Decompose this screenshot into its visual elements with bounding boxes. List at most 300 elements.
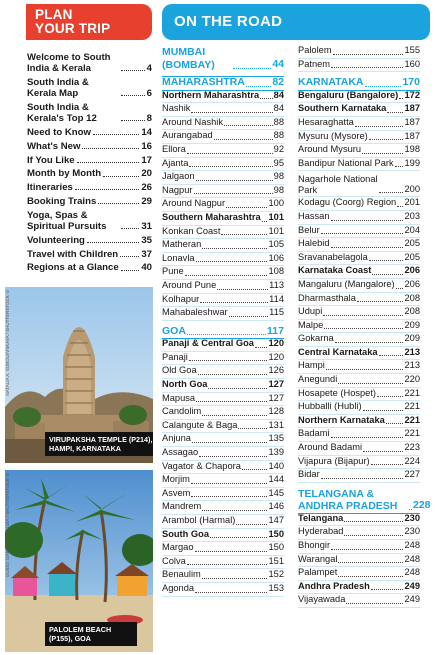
toc-entry[interactable] [298, 225, 420, 239]
plan-list-item[interactable] [27, 155, 152, 166]
leader-dots [82, 148, 139, 149]
leader-dots [396, 288, 404, 289]
toc-entry-page: 126 [268, 365, 284, 376]
leader-dots [338, 562, 403, 563]
toc-entry-label: KARNATAKA [298, 76, 364, 89]
toc-entry-label: Ajanta [162, 157, 189, 168]
toc-entry-label: MUMBAI (BOMBAY) [162, 46, 215, 71]
toc-entry-page: 140 [268, 460, 284, 471]
toc-entry-page: 106 [268, 252, 284, 263]
toc-entry[interactable] [162, 294, 284, 308]
leader-dots [121, 270, 140, 271]
toc-entry-label: Benaulim [162, 569, 201, 580]
toc-entry-page: 113 [269, 279, 284, 290]
leader-dots [355, 126, 404, 127]
plan-item-page: 35 [141, 234, 152, 246]
toc-entry[interactable] [298, 374, 420, 388]
toc-region-heading[interactable] [162, 325, 284, 339]
toc-entry[interactable] [298, 252, 420, 266]
plan-item-label: Welcome to South India & Kerala [27, 52, 111, 75]
toc-entry-label: Bidar [298, 469, 320, 480]
toc-entry[interactable] [162, 420, 284, 434]
leader-dots [357, 301, 404, 302]
leader-dots [260, 98, 273, 99]
toc-entry-page: 221 [404, 428, 420, 439]
toc-entry[interactable] [298, 554, 420, 568]
leader-dots [233, 68, 271, 69]
toc-entry-label: Kolhapur [162, 293, 200, 304]
leader-dots [224, 125, 273, 126]
toc-entry-label: Sravanabelagola [298, 251, 368, 262]
toc-entry-page: 127 [268, 392, 284, 403]
toc-section-entry[interactable] [162, 379, 284, 393]
toc-entry-label: Dharmasthala [298, 292, 356, 303]
toc-entry-page: 187 [404, 130, 420, 141]
leader-dots [331, 549, 403, 550]
toc-entry[interactable] [298, 293, 420, 307]
toc-entry-page: 248 [404, 567, 420, 578]
toc-entry-page: 92 [273, 143, 284, 154]
leader-dots [321, 233, 404, 234]
toc-entry-label: Bhongir [298, 540, 331, 550]
photo2-credit: GUIDO, GABRIELLA SALVIA / SHUTTERSTOCK © [5, 472, 10, 578]
toc-entry[interactable] [162, 488, 284, 502]
leader-dots [75, 189, 139, 190]
plan-item-label: Need to Know [27, 127, 91, 138]
plan-item-label: Booking Trains [27, 195, 97, 207]
toc-entry-label: Warangal [298, 553, 338, 564]
plan-your-trip-list [27, 52, 152, 276]
toc-entry-page: 139 [268, 447, 284, 458]
toc-entry[interactable] [298, 401, 420, 415]
toc-entry-page: 98 [273, 184, 284, 195]
leader-dots [236, 524, 267, 525]
toc-entry-page: 82 [272, 76, 284, 88]
plan-list-item[interactable] [27, 127, 152, 138]
toc-entry-page: 187 [404, 103, 420, 114]
leader-dots [202, 510, 267, 511]
toc-entry-label: Mangaluru (Mangalore) [298, 278, 395, 289]
toc-entry-page: 88 [273, 116, 284, 127]
plan-item-label: Itineraries [27, 182, 73, 194]
plan-list-item[interactable] [27, 141, 152, 152]
toc-entry-label: Asvem [162, 487, 191, 498]
toc-entry-label: Nashik [162, 103, 191, 114]
toc-entry-label: Margao [162, 542, 194, 553]
leader-dots [194, 193, 273, 194]
toc-entry[interactable] [298, 360, 420, 374]
plan-list-item[interactable] [27, 262, 152, 273]
leader-dots [185, 275, 268, 276]
toc-entry-label: Colva [162, 555, 186, 566]
leader-dots [187, 334, 266, 335]
leader-dots [191, 483, 268, 484]
leader-dots [229, 316, 269, 317]
toc-entry-page: 170 [402, 76, 420, 89]
toc-entry[interactable] [162, 253, 284, 267]
toc-entry-page: 206 [404, 265, 420, 276]
leader-dots [238, 428, 267, 429]
toc-entry[interactable] [298, 117, 420, 131]
toc-entry[interactable] [298, 144, 420, 158]
toc-entry-page: 220 [404, 374, 420, 385]
plan-list-item[interactable] [27, 182, 152, 193]
leader-dots [326, 369, 404, 370]
toc-entry-page: 151 [268, 555, 284, 566]
toc-entry-page: 206 [404, 278, 420, 289]
toc-entry[interactable] [298, 158, 420, 172]
toc-entry-page: 160 [404, 58, 420, 69]
toc-entry-page: 105 [268, 239, 284, 250]
toc-section-entry[interactable] [298, 513, 420, 527]
toc-entry[interactable] [162, 130, 284, 144]
toc-region-heading[interactable] [298, 76, 420, 90]
toc-entry-label: Konkan Coast [162, 225, 221, 236]
toc-entry[interactable] [162, 185, 284, 199]
toc-entry-page: 208 [404, 306, 420, 317]
toc-entry-page: 108 [268, 266, 284, 277]
toc-entry-label: Kodagu (Coorg) Region [298, 197, 397, 208]
toc-entry-label: South Goa [162, 528, 209, 539]
toc-entry[interactable] [298, 333, 420, 347]
toc-entry-label: Gokarna [298, 333, 334, 344]
toc-entry[interactable] [162, 461, 284, 475]
toc-entry-label: Southern Maharashtra [162, 211, 261, 222]
toc-entry-label: Bengaluru (Bangalore) [298, 89, 399, 100]
plan-item-page: 6 [146, 88, 152, 100]
toc-entry-page: 249 [404, 580, 420, 591]
leader-dots [324, 328, 403, 329]
plan-list-item[interactable] [27, 52, 152, 74]
contents-column-2 [298, 45, 431, 608]
toc-entry[interactable] [298, 540, 420, 554]
toc-entry[interactable] [162, 352, 284, 366]
toc-entry-page: 221 [404, 414, 420, 425]
toc-section-entry[interactable] [298, 103, 420, 117]
toc-entry-label: Panaji [162, 351, 188, 362]
toc-entry[interactable] [162, 393, 284, 407]
toc-entry-label: Around Pune [162, 279, 217, 290]
toc-entry-page: 100 [268, 198, 284, 209]
plan-title-line1: PLAN [35, 7, 73, 22]
toc-entry-page: 201 [404, 197, 420, 208]
leader-dots [202, 578, 268, 579]
toc-entry-label: Andhra Pradesh [298, 580, 370, 591]
toc-entry-page: 248 [404, 540, 420, 550]
toc-entry[interactable] [298, 59, 420, 73]
on-the-road-banner: ON THE ROAD [162, 4, 430, 40]
plan-item-label: South India & Kerala Map [27, 77, 89, 100]
toc-entry-label: Nagarhole National Park [298, 174, 378, 196]
plan-list-item[interactable] [27, 102, 152, 124]
palolem-beach-photo [5, 470, 153, 652]
leader-dots [242, 469, 268, 470]
toc-entry[interactable] [298, 428, 420, 442]
plan-list-item[interactable] [27, 77, 152, 99]
plan-title-line2: YOUR TRIP [35, 21, 111, 36]
plan-item-page: 16 [141, 140, 152, 152]
toc-section-entry[interactable] [162, 212, 284, 226]
toc-entry-label: Palampet [298, 567, 338, 578]
toc-entry-label: Around Mysuru [298, 144, 362, 155]
toc-entry-page: 213 [404, 360, 420, 371]
leader-dots [331, 220, 404, 221]
toc-entry[interactable] [162, 103, 284, 117]
toc-entry[interactable] [162, 542, 284, 556]
leader-dots [377, 396, 403, 397]
plan-your-trip-banner [26, 4, 152, 40]
toc-entry[interactable] [162, 474, 284, 488]
toc-entry[interactable] [298, 469, 420, 483]
toc-entry[interactable] [298, 211, 420, 225]
leader-dots [214, 139, 273, 140]
toc-entry-label: Hosapete (Hospet) [298, 387, 377, 398]
toc-entry[interactable] [162, 365, 284, 379]
leader-dots [333, 54, 404, 55]
toc-entry-label: Arambol (Harmal) [162, 515, 236, 525]
toc-entry-page: 101 [268, 225, 284, 236]
leader-dots [409, 509, 412, 510]
plan-item-page: 8 [146, 113, 152, 125]
photo2-caption: PALOLEM BEACH (P155), GOA [45, 622, 137, 646]
leader-dots [338, 576, 403, 577]
toc-entry-label: Around Nashik [162, 116, 223, 127]
toc-region-heading[interactable] [162, 45, 284, 72]
toc-entry-page: 115 [269, 307, 284, 318]
plan-list-item[interactable] [27, 210, 152, 232]
leader-dots [189, 166, 272, 167]
leader-dots [331, 437, 404, 438]
plan-item-page: 17 [141, 154, 152, 166]
plan-item-page: 4 [146, 63, 152, 75]
toc-entry-label: Mapusa [162, 392, 196, 403]
toc-entry-page: 98 [273, 171, 284, 182]
plan-list-item[interactable] [27, 196, 152, 207]
toc-entry[interactable] [298, 320, 420, 334]
toc-region-heading[interactable] [298, 487, 431, 513]
toc-entry-page: 84 [273, 89, 284, 100]
leader-dots [363, 410, 404, 411]
toc-section-entry[interactable] [162, 529, 284, 543]
plan-item-page: 40 [141, 262, 152, 274]
leader-dots [335, 342, 404, 343]
toc-entry[interactable] [298, 442, 420, 456]
leader-dots [346, 603, 403, 604]
toc-entry-page: 205 [404, 251, 420, 262]
leader-dots [196, 401, 267, 402]
toc-entry-label: Southern Karnataka [298, 103, 387, 114]
toc-entry-label: Candolim [162, 406, 202, 417]
toc-entry[interactable] [162, 280, 284, 294]
plan-item-page: 29 [141, 195, 152, 207]
toc-entry-label: Halebid [298, 238, 330, 249]
leader-dots [121, 95, 145, 96]
toc-entry-label: Hubballi (Hubli) [298, 401, 362, 412]
toc-section-entry[interactable] [298, 415, 420, 429]
toc-entry[interactable] [298, 526, 420, 540]
toc-entry[interactable] [298, 279, 420, 293]
toc-entry-label: Panaji & Central Goa [162, 338, 254, 349]
toc-entry-label: Mahabaleshwar [162, 307, 228, 318]
toc-entry[interactable] [162, 144, 284, 158]
leader-dots [371, 589, 404, 590]
toc-entry-page: 131 [268, 419, 284, 430]
toc-entry-page: 200 [404, 183, 420, 194]
toc-entry-page: 228 [413, 499, 431, 512]
leader-dots [208, 388, 267, 389]
toc-entry[interactable] [162, 117, 284, 131]
toc-entry-label: Anjuna [162, 433, 191, 444]
toc-section-entry[interactable] [298, 347, 420, 361]
toc-entry-page: 155 [404, 45, 420, 55]
toc-entry[interactable] [298, 306, 420, 320]
toc-entry[interactable] [162, 226, 284, 240]
leader-dots [195, 592, 267, 593]
toc-entry-page: 101 [268, 211, 284, 222]
toc-entry[interactable] [162, 433, 284, 447]
toc-entry-page: 204 [404, 224, 420, 235]
toc-entry-label: Mysuru (Mysore) [298, 130, 368, 141]
toc-entry-page: 209 [404, 333, 420, 344]
toc-entry-page: 199 [404, 157, 420, 168]
toc-entry-label: Vijayawada [298, 594, 346, 605]
toc-entry-label: Morjim [162, 474, 190, 485]
toc-section-entry[interactable] [298, 265, 420, 279]
leader-dots [121, 228, 139, 229]
toc-section-entry[interactable] [162, 338, 284, 352]
toc-entry-page: 127 [268, 379, 284, 390]
toc-entry-page: 150 [268, 528, 284, 539]
toc-entry-label: Pune [162, 266, 184, 277]
toc-section-entry[interactable] [162, 90, 284, 104]
toc-entry[interactable] [298, 388, 420, 402]
toc-entry-label: Vagator & Chapora [162, 460, 241, 471]
toc-entry-page: 198 [404, 144, 420, 155]
toc-entry[interactable] [162, 266, 284, 280]
leader-dots [98, 203, 139, 204]
toc-entry[interactable] [298, 131, 420, 145]
leader-dots [202, 248, 267, 249]
plan-item-page: 26 [141, 182, 152, 194]
toc-entry-label: Belur [298, 224, 320, 235]
toc-entry[interactable] [162, 569, 284, 583]
leader-dots [362, 153, 403, 154]
toc-entry-label: Northern Maharashtra [162, 89, 260, 100]
leader-dots [399, 98, 403, 99]
toc-entry-label: Hassan [298, 210, 330, 221]
leader-dots [379, 355, 404, 356]
leader-dots [121, 70, 145, 71]
toc-entry[interactable] [162, 198, 284, 212]
toc-entry-label: TELANGANA & ANDHRA PRADESH [298, 487, 398, 513]
plan-list-item[interactable] [27, 249, 152, 260]
leader-dots [196, 261, 268, 262]
leader-dots [226, 207, 267, 208]
plan-list-item[interactable] [27, 168, 152, 179]
plan-item-page: 20 [141, 168, 152, 180]
toc-entry[interactable] [162, 447, 284, 461]
toc-entry-page: 147 [268, 515, 284, 525]
leader-dots [323, 315, 403, 316]
plan-item-page: 37 [141, 248, 152, 260]
toc-entry[interactable] [298, 456, 420, 470]
toc-entry-page: 172 [404, 89, 420, 100]
toc-region-heading[interactable] [162, 76, 284, 90]
leader-dots [200, 302, 268, 303]
leader-dots [397, 206, 403, 207]
toc-entry[interactable] [162, 307, 284, 321]
toc-entry-page: 205 [404, 238, 420, 249]
toc-entry[interactable] [298, 45, 420, 59]
toc-entry[interactable] [162, 556, 284, 570]
toc-entry-label: Karnataka Coast [298, 265, 372, 276]
leader-dots [369, 260, 404, 261]
plan-list-item[interactable] [27, 235, 152, 246]
plan-item-label: Regions at a Glance [27, 262, 119, 274]
toc-entry[interactable] [298, 594, 420, 608]
toc-entry-page: 128 [268, 406, 284, 417]
toc-entry[interactable] [298, 567, 420, 581]
leader-dots [386, 423, 404, 424]
toc-entry-label: MAHARASHTRA [162, 76, 245, 88]
toc-entry-label: Malpe [298, 319, 324, 330]
toc-entry-page: 227 [404, 469, 420, 480]
toc-entry-page: 120 [268, 351, 284, 362]
leader-dots [103, 176, 139, 177]
toc-entry-label: Telangana [298, 512, 344, 523]
toc-entry[interactable] [162, 583, 284, 597]
leader-dots [93, 134, 139, 135]
leader-dots [331, 247, 404, 248]
toc-entry-label: Agonda [162, 582, 195, 593]
leader-dots [189, 360, 268, 361]
leader-dots [217, 289, 268, 290]
toc-entry[interactable] [162, 239, 284, 253]
toc-entry-label: Hesaraghatta [298, 116, 354, 127]
contents-column-1 [162, 45, 284, 597]
toc-entry-label: Hyderabad [298, 526, 344, 537]
toc-entry-label: Vijapura (Bijapur) [298, 455, 370, 466]
leader-dots [338, 383, 403, 384]
toc-entry[interactable] [162, 158, 284, 172]
toc-entry[interactable] [162, 406, 284, 420]
leader-dots [198, 374, 268, 375]
toc-entry-label: Old Goa [162, 365, 197, 376]
toc-section-entry[interactable] [298, 581, 420, 595]
toc-entry-page: 84 [273, 103, 284, 114]
leader-dots [255, 347, 268, 348]
leader-dots [87, 242, 139, 243]
leader-dots [77, 162, 140, 163]
toc-entry-page: 249 [404, 594, 420, 605]
toc-entry[interactable] [162, 501, 284, 515]
toc-entry-page: 120 [268, 338, 284, 349]
toc-entry[interactable] [298, 171, 420, 197]
toc-entry[interactable] [298, 238, 420, 252]
toc-entry-page: 146 [268, 501, 284, 512]
toc-entry[interactable] [162, 515, 284, 529]
leader-dots [187, 153, 273, 154]
toc-entry-page: 150 [268, 542, 284, 553]
toc-entry-page: 209 [404, 319, 420, 330]
leader-dots [195, 551, 268, 552]
toc-entry-page: 208 [404, 292, 420, 303]
toc-entry[interactable] [162, 171, 284, 185]
toc-entry[interactable] [298, 197, 420, 211]
leader-dots [387, 112, 403, 113]
toc-section-entry[interactable] [298, 90, 420, 104]
leader-dots [192, 442, 268, 443]
